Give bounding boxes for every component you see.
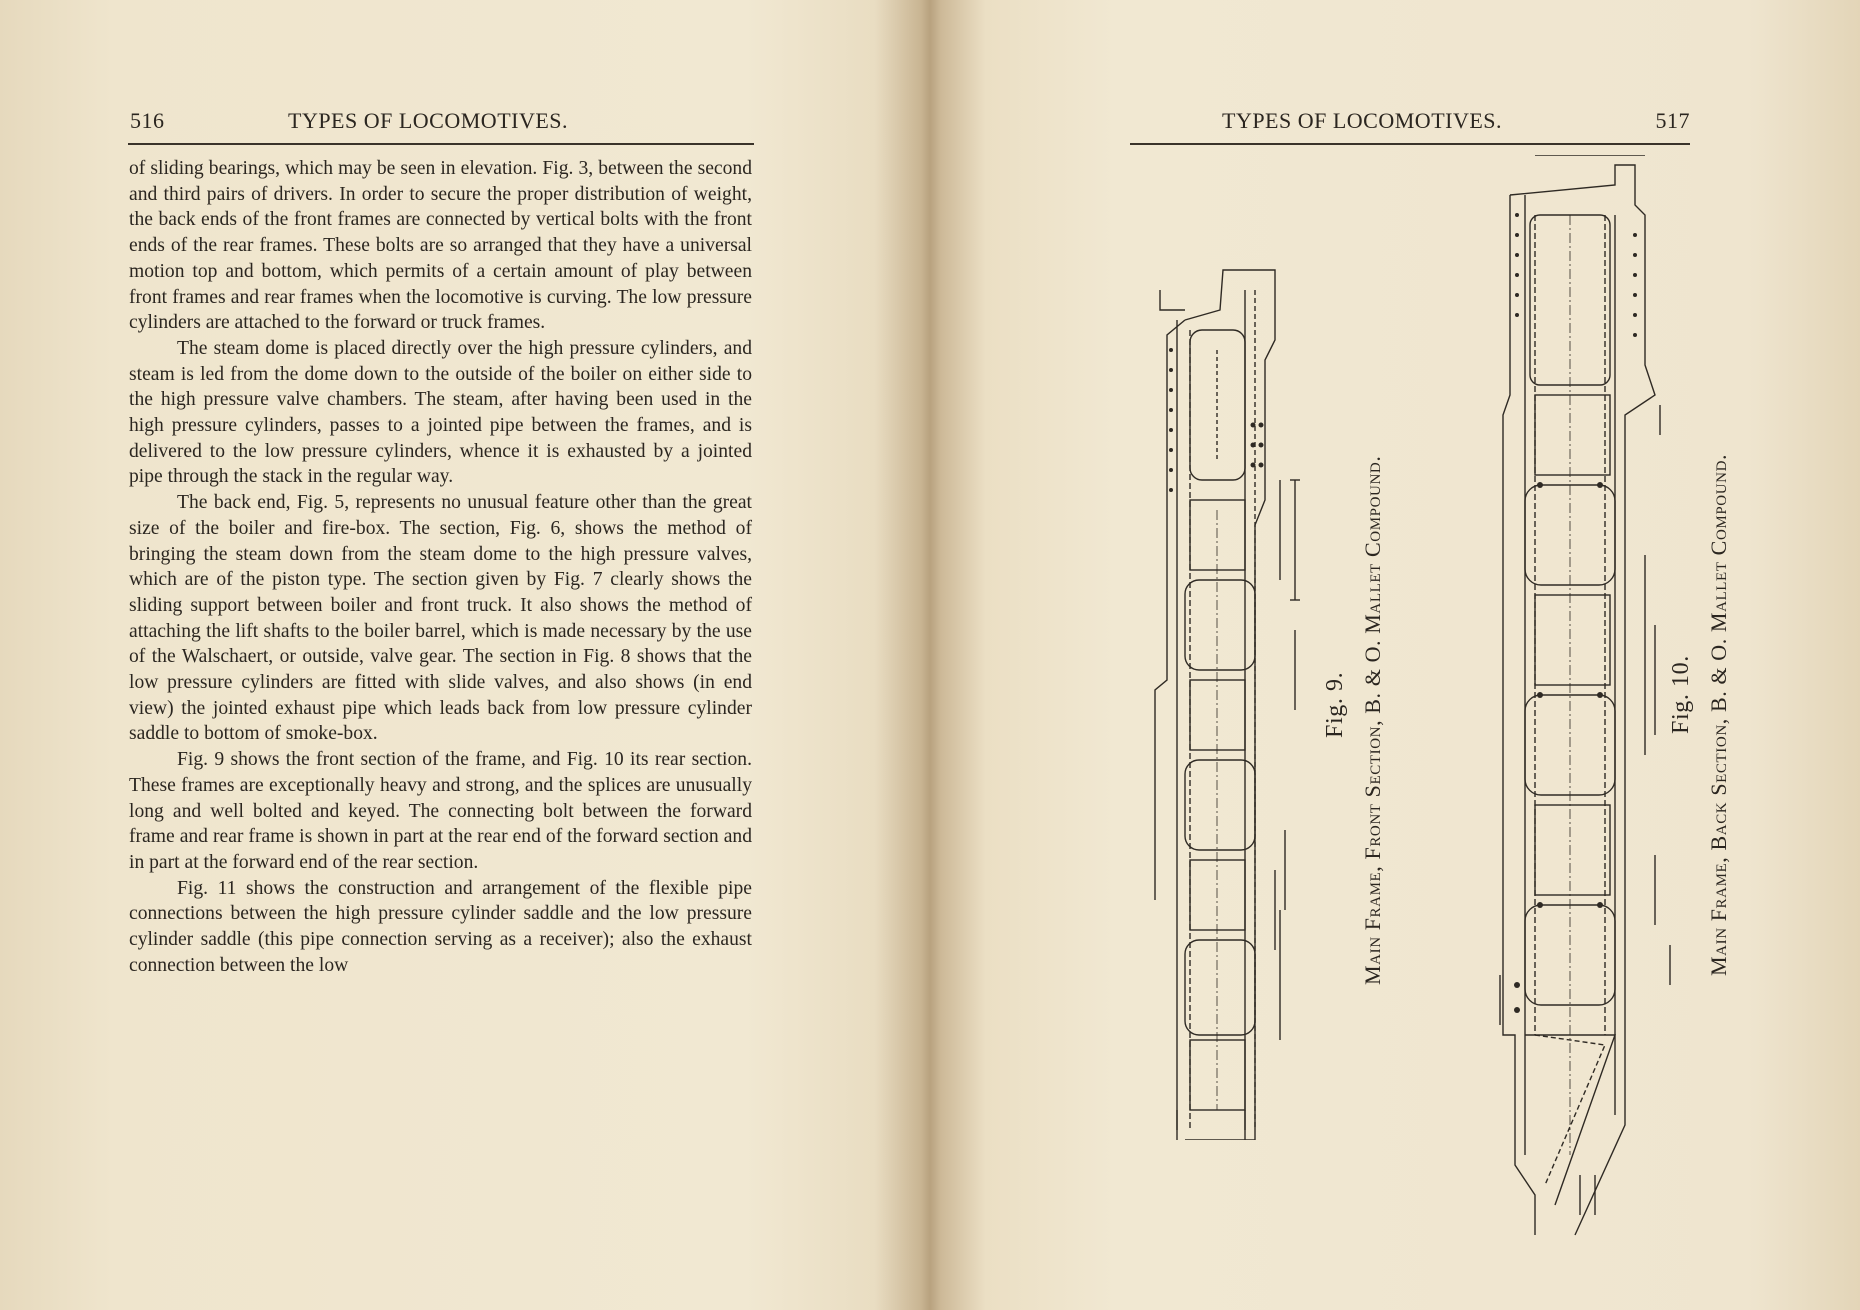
right-running-head-title: TYPES OF LOCOMOTIVES. <box>1222 108 1503 133</box>
paragraph: Fig. 9 shows the front section of the frame, and Fig. 10 its rear section. These frames are exceptionally heavy and strong, and the splices are unusually long and well bolted and keyed. The connecting bolt between the forward frame and rear frame is shown in part at the rear end of the forward section and in part at the forward end of the rear section. <box>129 749 752 873</box>
paragraph: The steam dome is placed directly over the high pressure cylinders, and steam is led from the dome down to the outside of the boiler on either side to the high pressure valve chambers. The steam, after having been used in the high pressure cylinders, passes to a jointed pipe between the frames, and is delivered to the low pressure cylinders, whence it is exhausted by a jointed pipe through the stack in the regular way. <box>129 337 752 488</box>
right-page-number: 517 <box>1655 108 1690 133</box>
left-page <box>0 0 925 1310</box>
fig9-caption: Main Frame, Front Section, B. & O. Mallet Compound. <box>1360 455 1385 985</box>
fig9-label: Fig. 9. <box>1322 671 1348 738</box>
body-text <box>129 156 752 979</box>
left-running-head-title: TYPES OF LOCOMOTIVES. <box>288 108 569 133</box>
paragraph: of sliding bearings, which may be seen in elevation. Fig. 3, between the second and third pairs of drivers. In order to secure the proper distribution of weight, the back ends of the front frames are connected by vertical bolts with the front ends of the rear frames. These bolts are so arranged that they have a universal motion top and bottom, which permits of a certain amount of play between front frames and rear frames when the locomotive is curving. The low pressure cylinders are attached to the forward or truck frames. <box>129 158 752 334</box>
paragraph: Fig. 11 shows the construction and arrangement of the flexible pipe connections between the high pressure cylinder saddle and the low pressure cylinder saddle (this pipe connection serving as a receiver); also the exhaust connection between the low <box>129 877 752 976</box>
paragraph: The back end, Fig. 5, represents no unusual feature other than the great size of the boiler and fire-box. The section, Fig. 6, shows the method of bringing the steam down from the steam dome to the high pressure valves, which are of the piston type. The section given by Fig. 7 clearly shows the sliding support between boiler and front truck. It also shows the method of attaching the lift shafts to the boiler barrel, which is made necessary by the use of the Walschaert, or outside, valve gear. The section in Fig. 8 shows that the low pressure cylinders are fitted with slide valves, and also shows (in end view) the jointed exhaust pipe which leads back from low pressure cylinder saddle to bottom of smoke-box. <box>129 492 752 745</box>
fig9-frame-drawing <box>1145 250 1330 1140</box>
left-running-header <box>130 108 755 138</box>
left-page-number: 516 <box>130 108 165 133</box>
fig10-label: Fig. 10. <box>1668 655 1694 734</box>
right-running-header <box>1130 108 1690 138</box>
fig10-caption: Main Frame, Back Section, B. & O. Mallet Compound. <box>1706 453 1731 976</box>
fig10-frame-drawing <box>1495 155 1685 1245</box>
right-header-rule <box>1130 143 1690 145</box>
left-header-rule <box>128 143 754 145</box>
